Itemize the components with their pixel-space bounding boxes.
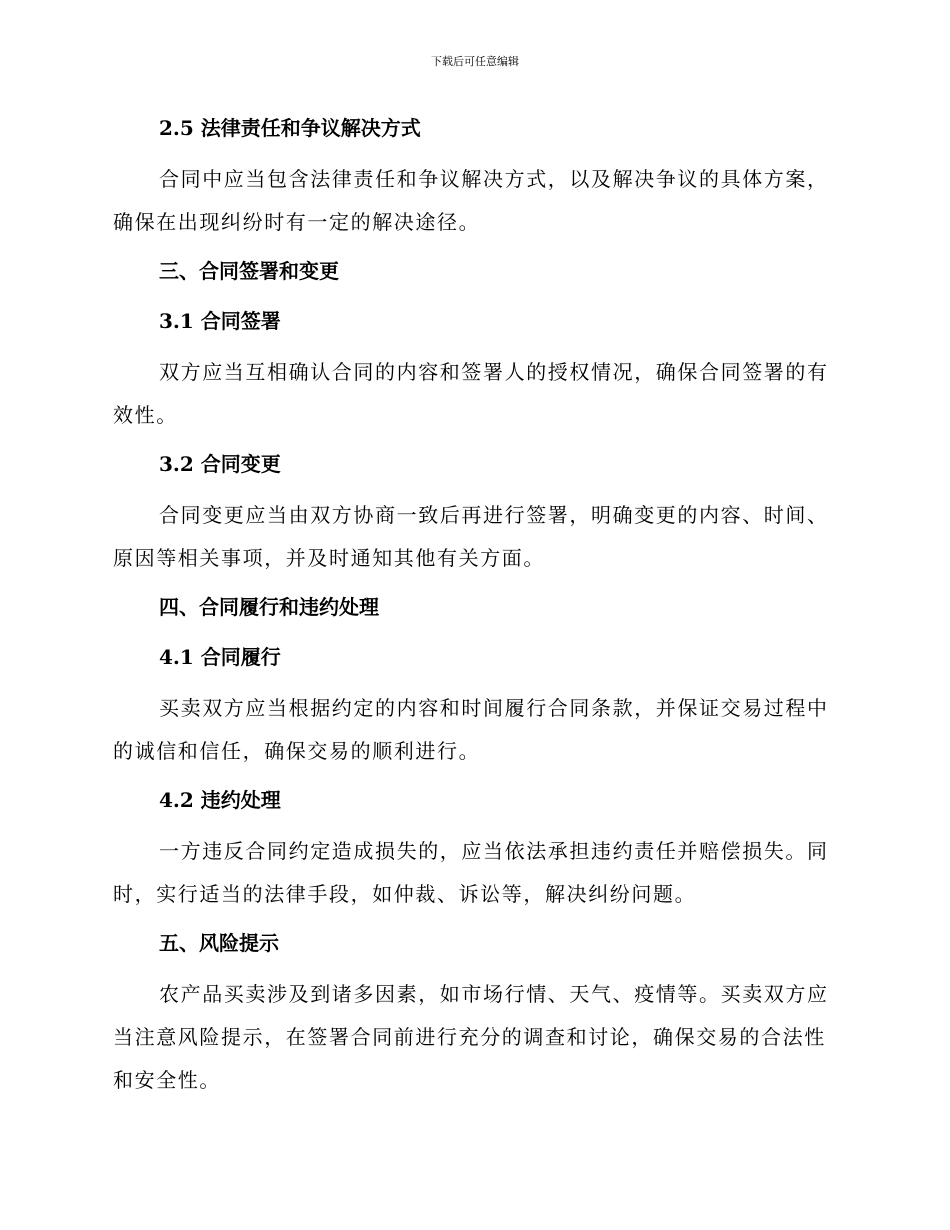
page-header: 下载后可任意编辑 [431, 55, 519, 68]
document-body [113, 108, 835, 1109]
chapter-heading-4: 四、合同履行和违约处理 [159, 595, 379, 619]
section-heading-2-5: 2.5 法律责任和争议解决方式 [159, 116, 421, 140]
paragraph-contract-performance: 买卖双方应当根据约定的内容和时间履行合同条款，并保证交易过程中的诚信和信任，确保交易的顺利进行。 [113, 696, 829, 763]
section-heading-3-1: 3.1 合同签署 [159, 309, 281, 333]
paragraph-dispute-resolution: 合同中应当包含法律责任和争议解决方式，以及解决争议的具体方案，确保在出现纠纷时有一定的解决途径。 [113, 167, 829, 234]
chapter-heading-3: 三、合同签署和变更 [159, 259, 339, 283]
paragraph-contract-signing: 双方应当互相确认合同的内容和签署人的授权情况，确保合同签署的有效性。 [113, 360, 829, 427]
chapter-heading-5: 五、风险提示 [159, 931, 279, 955]
section-heading-3-2: 3.2 合同变更 [159, 452, 281, 476]
section-heading-4-1: 4.1 合同履行 [159, 645, 281, 669]
section-heading-4-2: 4.2 违约处理 [159, 788, 281, 812]
paragraph-breach-handling: 一方违反合同约定造成损失的，应当依法承担违约责任并赔偿损失。同时，实行适当的法律手段，如仲裁、诉讼等，解决纠纷问题。 [113, 839, 829, 906]
paragraph-contract-change: 合同变更应当由双方协商一致后再进行签署，明确变更的内容、时间、原因等相关事项，并及时通知其他有关方面。 [113, 503, 829, 570]
paragraph-risk-notice: 农产品买卖涉及到诸多因素，如市场行情、天气、疫情等。买卖双方应当注意风险提示，在签署合同前进行充分的调查和讨论，确保交易的合法性和安全性。 [113, 982, 829, 1092]
